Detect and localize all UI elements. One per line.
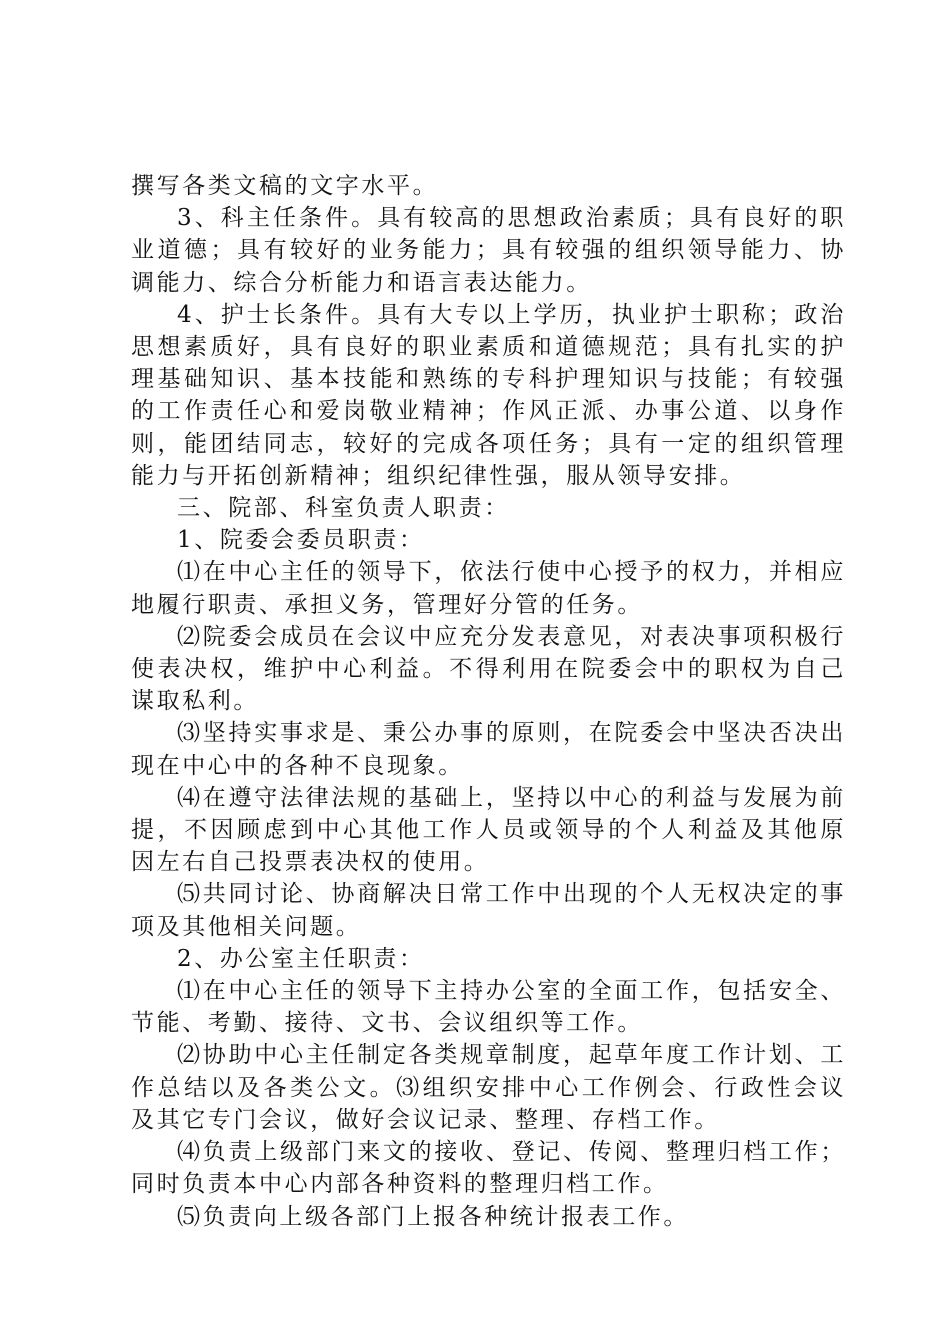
paragraph: ⑷在遵守法律法规的基础上，坚持以中心的利益与发展为前提，不因顾虑到中心其他工作人员或领导的个人利益及其他原因左右自己投票表决权的使用。 (131, 784, 846, 876)
paragraph: ⑵协助中心主任制定各类规章制度，起草年度工作计划、工作总结以及各类公文。⑶组织安排中心工作例会、行政性会议及其它专门会议，做好会议记录、整理、存档工作。 (131, 1042, 846, 1133)
paragraph: ⑷负责上级部门来文的接收、登记、传阅、整理归档工作；同时负责本中心内部各种资料的整理归档工作。 (131, 1139, 846, 1198)
paragraph: ⑸负责向上级各部门上报各种统计报表工作。 (177, 1203, 689, 1230)
document-body (131, 170, 846, 1233)
paragraph: 撰写各类文稿的文字水平。 (131, 173, 439, 199)
paragraph: ⑵院委会成员在会议中应充分发表意见，对表决事项积极行使表决权，维护中心利益。不得利用在院委会中的职权为自己谋取私利。 (131, 623, 846, 715)
paragraph: ⑴在中心主任的领导下，依法行使中心授予的权力，并相应地履行职责、承担义务，管理好分管的任务。 (131, 559, 846, 618)
paragraph: ⑴在中心主任的领导下主持办公室的全面工作，包括安全、节能、考勤、接待、文书、会议组织等工作。 (131, 978, 846, 1037)
subsection-heading: 2、办公室主任职责： (177, 945, 425, 972)
paragraph: 3、科主任条件。具有较高的思想政治素质；具有良好的职业道德；具有较好的业务能力；具有较强的组织领导能力、协调能力、综合分析能力和语言表达能力。 (131, 205, 846, 296)
paragraph: 4、护士长条件。具有大专以上学历，执业护士职称；政治思想素质好，具有良好的职业素质和道德规范；具有扎实的护理基础知识、基本技能和熟练的专科护理知识与技能；有较强的工作责任心和爱岗敬业精神；作风正派、办事公道、以身作则，能团结同志，较好的完成各项任务；具有一定的组织管理能力与开拓创新精神；组织纪律性强，服从领导安排。 (131, 301, 846, 489)
subsection-heading: 1、院委会委员职责： (177, 527, 425, 554)
paragraph: ⑸共同讨论、协商解决日常工作中出现的个人无权决定的事项及其他相关问题。 (131, 881, 846, 940)
section-heading: 三、院部、科室负责人职责： (177, 495, 510, 522)
paragraph: ⑶坚持实事求是、秉公办事的原则，在院委会中坚决否决出现在中心中的各种不良现象。 (131, 720, 846, 779)
